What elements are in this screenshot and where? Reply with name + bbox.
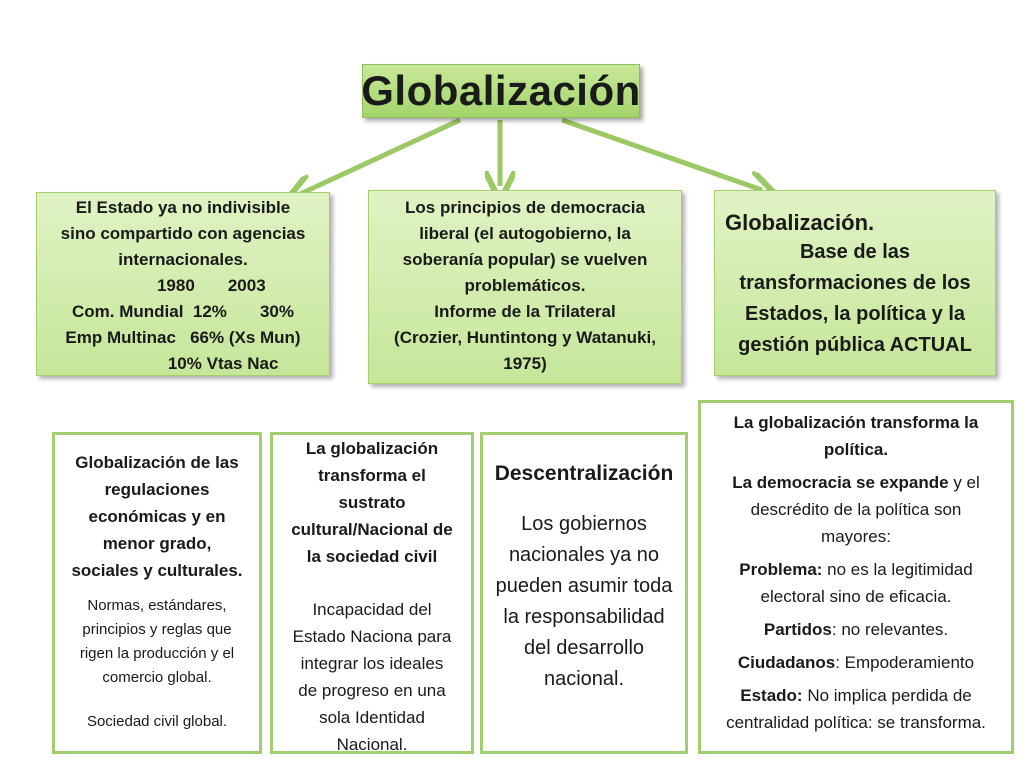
politica-partidos [701,616,1011,643]
sustrato-head-line: La globalización [305,439,439,458]
estado-line: 1980 2003 [100,276,266,295]
regulaciones-head-line: sociales y culturales. [71,561,243,580]
box-regulaciones [52,432,262,754]
sustrato-head-line: sustrato [338,493,406,512]
box-transforma-politica [698,400,1014,754]
sustrato-head-line: cultural/Nacional de [291,520,453,539]
descentralizacion-body [483,509,685,695]
politica-ciudadanos [701,649,1011,676]
sustrato-body [273,596,471,758]
problema-text: electoral sino de eficacia. [760,587,952,606]
regulaciones-head-line: Globalización de las [75,453,239,472]
problema-label: Problema: [739,560,823,579]
title-globalizacion: Globalización [362,64,640,118]
regulaciones-head-line: económicas y en [88,507,226,526]
principios-line: Los principios de democracia [405,198,645,217]
globalizacion-line: Base de las [799,241,911,263]
box-principios-democracia [368,190,682,384]
principios-line: 1975) [503,354,547,373]
box-globalizacion-base [714,190,996,376]
ciudadanos-label: Ciudadanos [737,653,836,672]
sustrato-heading [273,435,471,570]
regulaciones-heading [55,449,259,584]
partidos-text: : no relevantes. [831,620,949,639]
globalizacion-line: gestión pública ACTUAL [738,334,972,356]
estado-line: internacionales. [118,250,248,269]
politica-title [701,409,1011,463]
politica-title-line: La globalización transforma la [733,413,979,432]
estado-line: 10% Vtas Nac [87,354,279,373]
ciudadanos-text: : Empoderamiento [835,653,975,672]
estado-label: Estado: [740,686,803,705]
democracia-text: y el [948,473,980,492]
regulaciones-body [55,594,259,734]
principios-line: liberal (el autogobierno, la [419,224,631,243]
descentralizacion-body-line: la responsabilidad [503,606,665,628]
sustrato-body-line: sola Identidad [319,708,425,727]
democracia-text: descrédito de la política son [750,500,962,519]
globalizacion-line: transformaciones de los [739,272,971,294]
principios-line: Informe de la Trilateral [434,302,616,321]
estado-text: centralidad política: se transforma. [726,713,986,732]
regulaciones-body-line: rigen la producción y el [79,645,235,662]
sustrato-body-line: Incapacidad del [312,600,432,619]
regulaciones-head-line: menor grado, [102,534,212,553]
descentralizacion-body-line: Los gobiernos [521,513,647,535]
box-descentralizacion [480,432,688,754]
descentralizacion-body-line: nacionales ya no [508,544,660,566]
principios-line: soberanía popular) se vuelven [402,250,648,269]
democracia-bold: La democracia se expande [732,473,949,492]
politica-problema [701,556,1011,610]
estado-line: El Estado ya no indivisible [75,198,291,217]
regulaciones-body-line: Normas, estándares, [87,597,227,614]
sustrato-body-line: integrar los ideales [300,654,444,673]
partidos-label: Partidos [763,620,832,639]
sustrato-head-line: transforma el [318,466,426,485]
politica-title-line: política. [823,440,889,459]
arrow-right [562,120,762,190]
politica-democracia [701,469,1011,550]
regulaciones-body-line: Sociedad civil global. [86,713,228,730]
arrow-left [300,120,460,194]
descentralizacion-body-line: nacional. [543,668,625,690]
sustrato-body-line: de progreso en una [298,681,446,700]
sustrato-body-line: Nacional. [336,735,408,754]
sustrato-body-line: Estado Naciona para [292,627,452,646]
box-sustrato-cultural [270,432,474,754]
regulaciones-head-line: regulaciones [104,480,210,499]
estado-line: Emp Multinac 66% (Xs Mun) [65,328,301,347]
regulaciones-body-line: principios y reglas que [82,621,232,638]
descentralizacion-heading: Descentralización [494,462,674,485]
box-estado-compartido [36,192,330,376]
principios-line: problemáticos. [464,276,586,295]
estado-line: sino compartido con agencias [60,224,306,243]
descentralizacion-body-line: pueden asumir toda [495,575,673,597]
politica-estado [701,682,1011,736]
regulaciones-body-line: comercio global. [102,669,212,686]
sustrato-head-line: la sociedad civil [306,547,438,566]
globalizacion-heading: Globalización. [725,210,875,235]
estado-line: Com. Mundial 12% 30% [72,302,294,321]
problema-text: no es la legitimidad [822,560,973,579]
principios-line: (Crozier, Huntintong y Watanuki, [394,328,656,347]
descentralizacion-body-line: del desarrollo [523,637,645,659]
estado-text: No implica perdida de [802,686,972,705]
globalizacion-line: Estados, la política y la [744,303,966,325]
regulaciones-body-line [55,690,259,710]
democracia-text: mayores: [821,527,891,546]
